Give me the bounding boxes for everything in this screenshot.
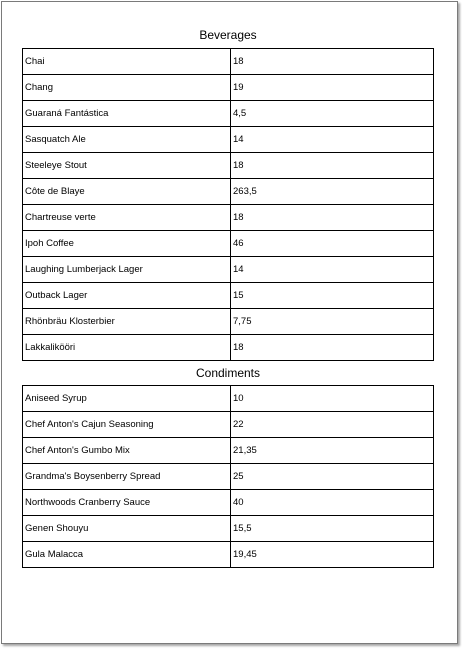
table-row [23,231,434,257]
condiments-table [22,385,434,568]
unit-price: 18 [231,335,434,361]
unit-price: 263,5 [231,179,434,205]
product-name: Sasquatch Ale [23,127,231,153]
beverages-table [22,48,434,361]
product-name: Chef Anton's Gumbo Mix [23,438,231,464]
unit-price: 15,5 [231,516,434,542]
unit-price: 14 [231,127,434,153]
table-row [23,75,434,101]
product-name: Steeleye Stout [23,153,231,179]
unit-price: 14 [231,257,434,283]
table-row [23,438,434,464]
product-name: Gula Malacca [23,542,231,568]
unit-price: 21,35 [231,438,434,464]
unit-price: 25 [231,464,434,490]
table-row [23,127,434,153]
unit-price: 7,75 [231,309,434,335]
table-row [23,49,434,75]
product-name: Chang [23,75,231,101]
unit-price: 46 [231,231,434,257]
product-name: Northwoods Cranberry Sauce [23,490,231,516]
product-name: Outback Lager [23,283,231,309]
unit-price: 15 [231,283,434,309]
table-row [23,309,434,335]
unit-price: 10 [231,386,434,412]
product-name: Guaraná Fantástica [23,101,231,127]
unit-price: 4,5 [231,101,434,127]
table-row [23,490,434,516]
table-row [23,153,434,179]
unit-price: 22 [231,412,434,438]
table-row [23,516,434,542]
unit-price: 18 [231,49,434,75]
section-title-beverages: Beverages [199,28,257,42]
unit-price: 18 [231,205,434,231]
product-name: Ipoh Coffee [23,231,231,257]
table-row [23,179,434,205]
table-row [23,283,434,309]
unit-price: 40 [231,490,434,516]
product-name: Lakkalikööri [23,335,231,361]
product-name: Chef Anton's Cajun Seasoning [23,412,231,438]
unit-price: 19 [231,75,434,101]
product-name: Laughing Lumberjack Lager [23,257,231,283]
product-name: Genen Shouyu [23,516,231,542]
product-name: Aniseed Syrup [23,386,231,412]
table-row [23,205,434,231]
product-name: Grandma's Boysenberry Spread [23,464,231,490]
product-name: Chai [23,49,231,75]
table-row [23,386,434,412]
table-row [23,464,434,490]
product-name: Côte de Blaye [23,179,231,205]
table-row [23,335,434,361]
unit-price: 19,45 [231,542,434,568]
product-name: Rhönbräu Klosterbier [23,309,231,335]
table-row [23,412,434,438]
table-row [23,257,434,283]
product-name: Chartreuse verte [23,205,231,231]
table-row [23,542,434,568]
table-row [23,101,434,127]
section-title-condiments: Condiments [195,366,261,380]
unit-price: 18 [231,153,434,179]
